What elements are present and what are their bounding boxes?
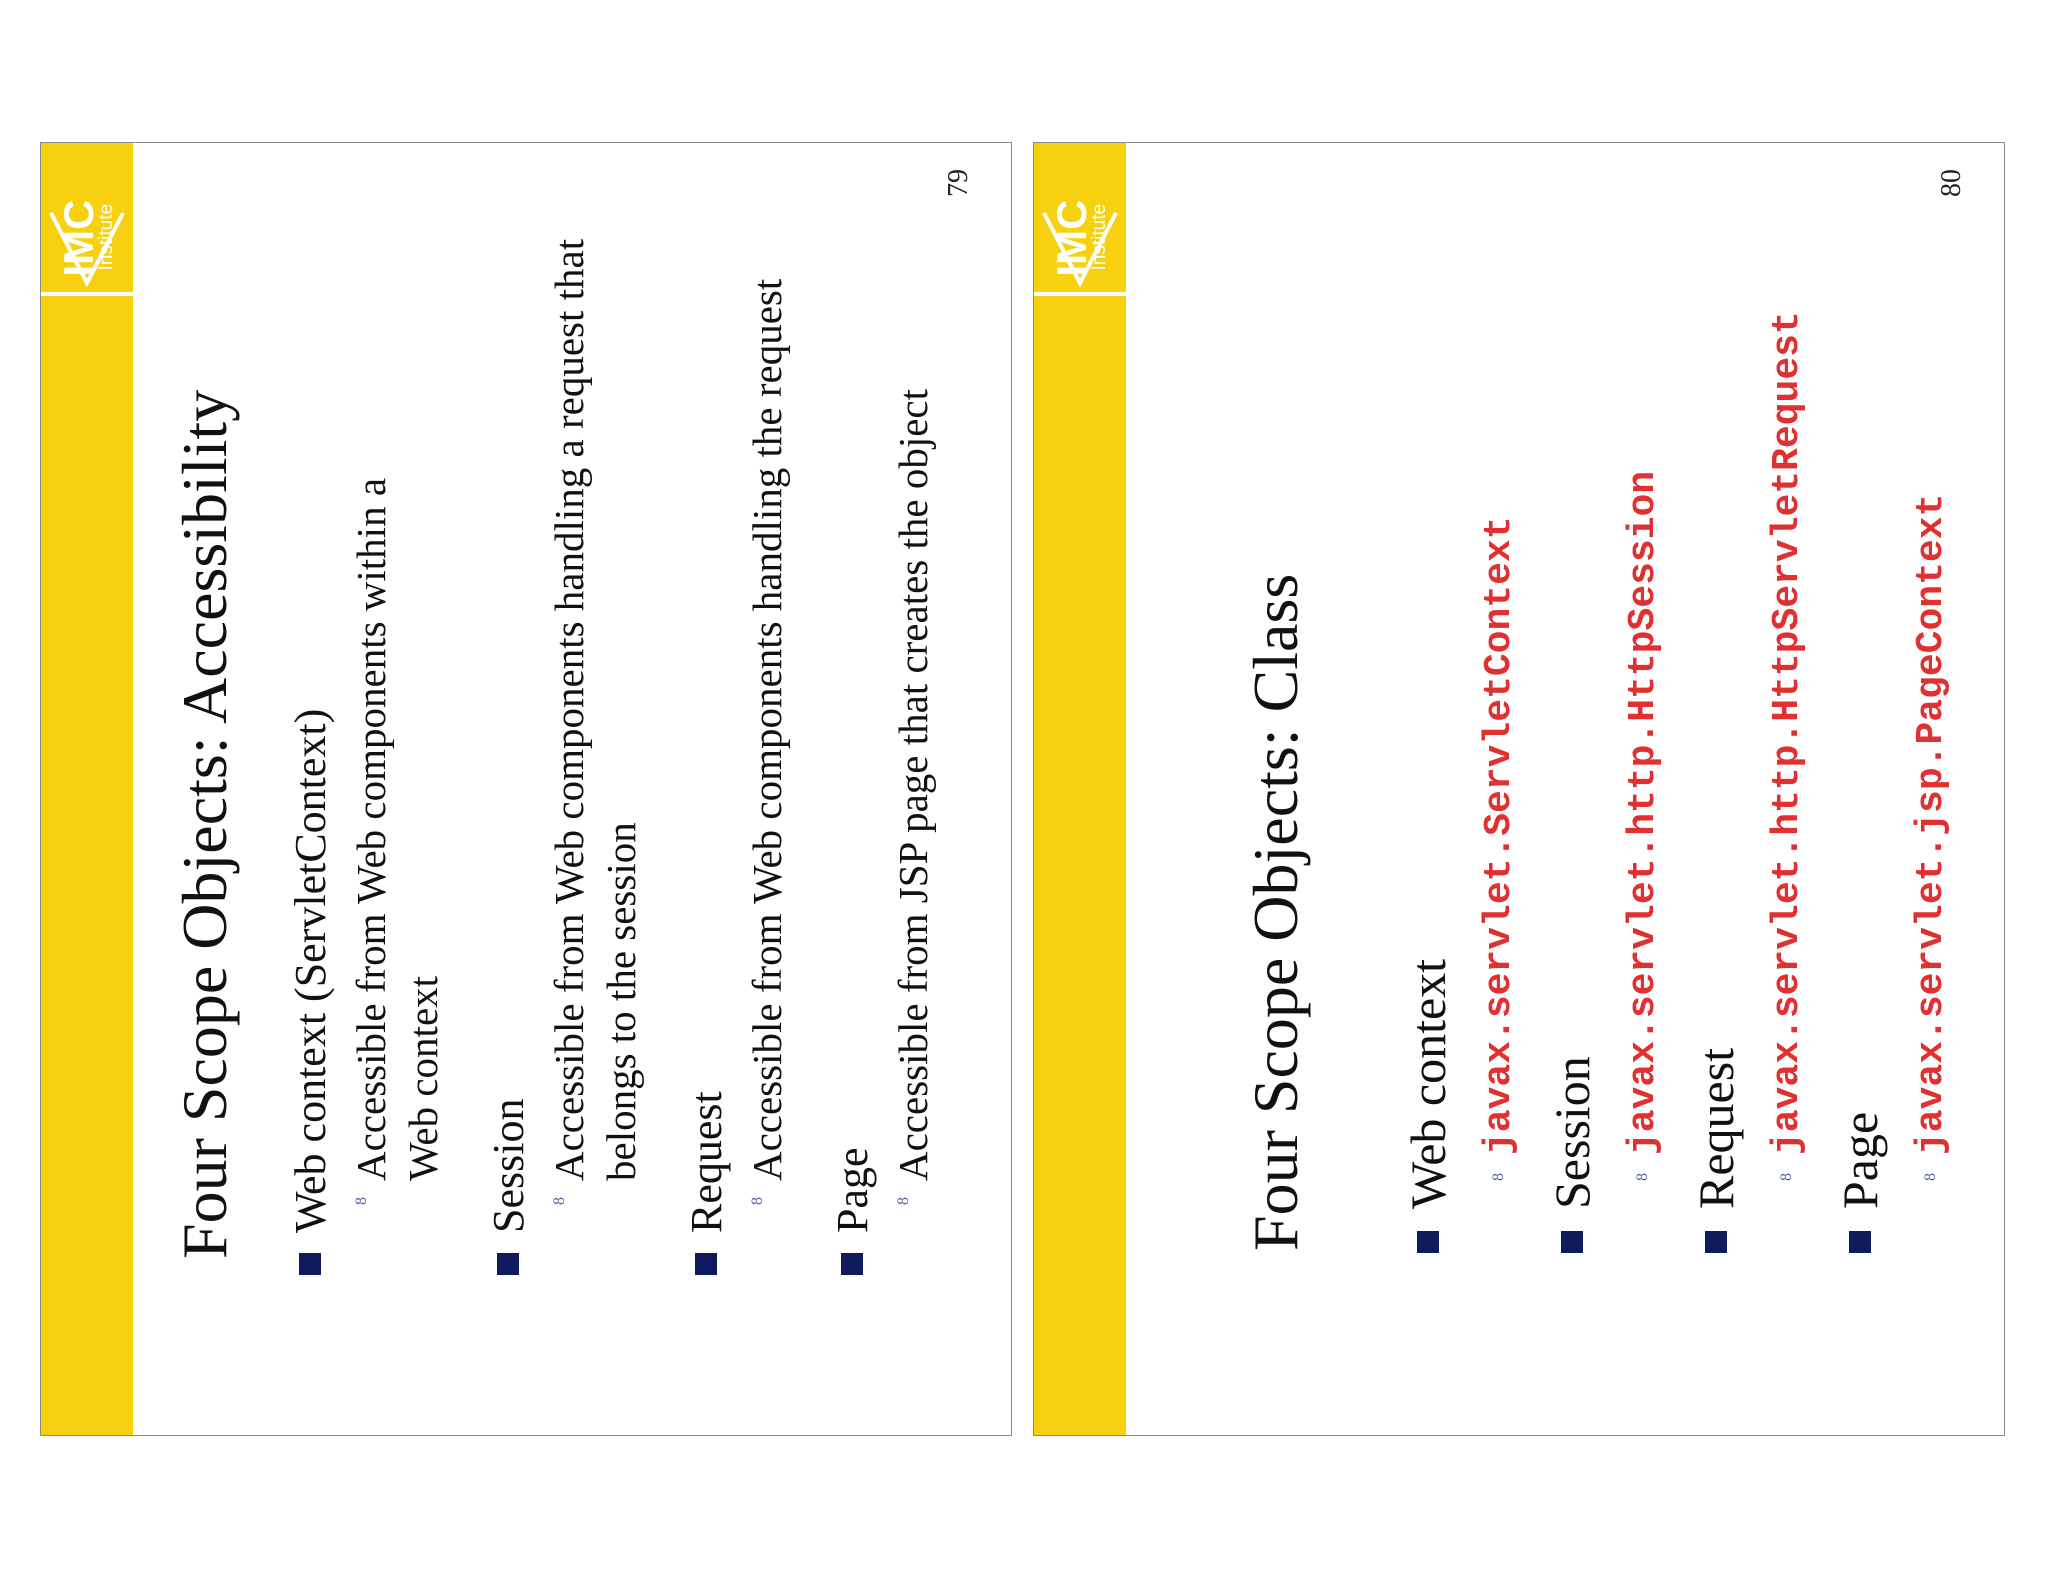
list-item <box>827 165 939 1275</box>
logo-main-text: IMC <box>55 199 102 277</box>
square-bullet-icon <box>1417 1231 1439 1253</box>
square-bullet-icon <box>841 1253 863 1275</box>
list-item-label: Session <box>1544 1056 1600 1209</box>
sub-bullet-icon: 8 <box>1490 1173 1507 1181</box>
sub-bullet-icon: 8 <box>353 1197 370 1205</box>
logo-main-text: IMC <box>1048 199 1095 277</box>
list-item-label: Web context <box>1400 958 1456 1209</box>
sub-bullet-icon: 8 <box>749 1197 766 1205</box>
class-name: javax.servlet.http.HttpSession <box>1621 470 1665 1155</box>
sidebar-band <box>1034 143 1126 1435</box>
list-item <box>681 165 793 1275</box>
logo-sub-text: Institute <box>1089 203 1110 271</box>
sub-bullet-icon: 8 <box>1922 1173 1939 1181</box>
square-bullet-icon <box>497 1253 519 1275</box>
square-bullet-icon <box>1705 1231 1727 1253</box>
logo-separator <box>41 292 133 296</box>
sub-bullet-icon: 8 <box>895 1197 912 1205</box>
list-item-detail: Accessible from JSP page that creates the object <box>890 388 936 1181</box>
list-item <box>1832 165 1956 1253</box>
list-item-label: Request <box>1688 1047 1744 1209</box>
sub-bullet-icon: 8 <box>1778 1173 1795 1181</box>
page-number: 80 <box>1936 169 1967 197</box>
list-item-label: Request <box>681 1091 731 1233</box>
bullet-list <box>285 165 939 1275</box>
class-name: javax.servlet.jsp.PageContext <box>1909 493 1953 1155</box>
list-item <box>1544 165 1668 1253</box>
logo-separator <box>1034 292 1126 296</box>
square-bullet-icon <box>1561 1231 1583 1253</box>
square-bullet-icon <box>1849 1231 1871 1253</box>
slide-content <box>1130 165 1990 1275</box>
slide-title: Four Scope Objects: Class <box>1240 573 1311 1251</box>
class-name: javax.servlet.ServletContext <box>1477 516 1521 1155</box>
list-item <box>483 165 647 1275</box>
slide-title: Four Scope Objects: Accessibility <box>169 389 240 1259</box>
list-item-label: Session <box>483 1098 533 1233</box>
list-item-label: Page <box>1832 1111 1888 1209</box>
sub-bullet-icon: 8 <box>1634 1173 1651 1181</box>
list-item-detail: Accessible from Web components handling a request that belongs to the session <box>546 238 644 1181</box>
square-bullet-icon <box>695 1253 717 1275</box>
bullet-list <box>1400 165 1956 1275</box>
slide-content <box>137 165 997 1275</box>
slide-79 <box>40 142 1012 1436</box>
list-item-detail: Accessible from Web components within a Web context <box>348 477 446 1181</box>
list-item <box>1688 165 1812 1253</box>
logo-sub-text: Institute <box>96 203 117 271</box>
list-item-detail: Accessible from Web components handling the request <box>744 278 790 1181</box>
list-item <box>285 165 449 1275</box>
square-bullet-icon <box>299 1253 321 1275</box>
slide-80 <box>1033 142 2005 1436</box>
imc-logo <box>1038 153 1122 289</box>
sidebar-band <box>41 143 133 1435</box>
list-item <box>1400 165 1524 1253</box>
imc-logo <box>45 153 129 289</box>
list-item-label: Page <box>827 1147 877 1233</box>
list-item-label: Web context (ServletContext) <box>285 708 335 1233</box>
sub-bullet-icon: 8 <box>551 1197 568 1205</box>
class-name: javax.servlet.http.HttpServletRequest <box>1765 311 1809 1155</box>
page-number: 79 <box>943 169 974 197</box>
